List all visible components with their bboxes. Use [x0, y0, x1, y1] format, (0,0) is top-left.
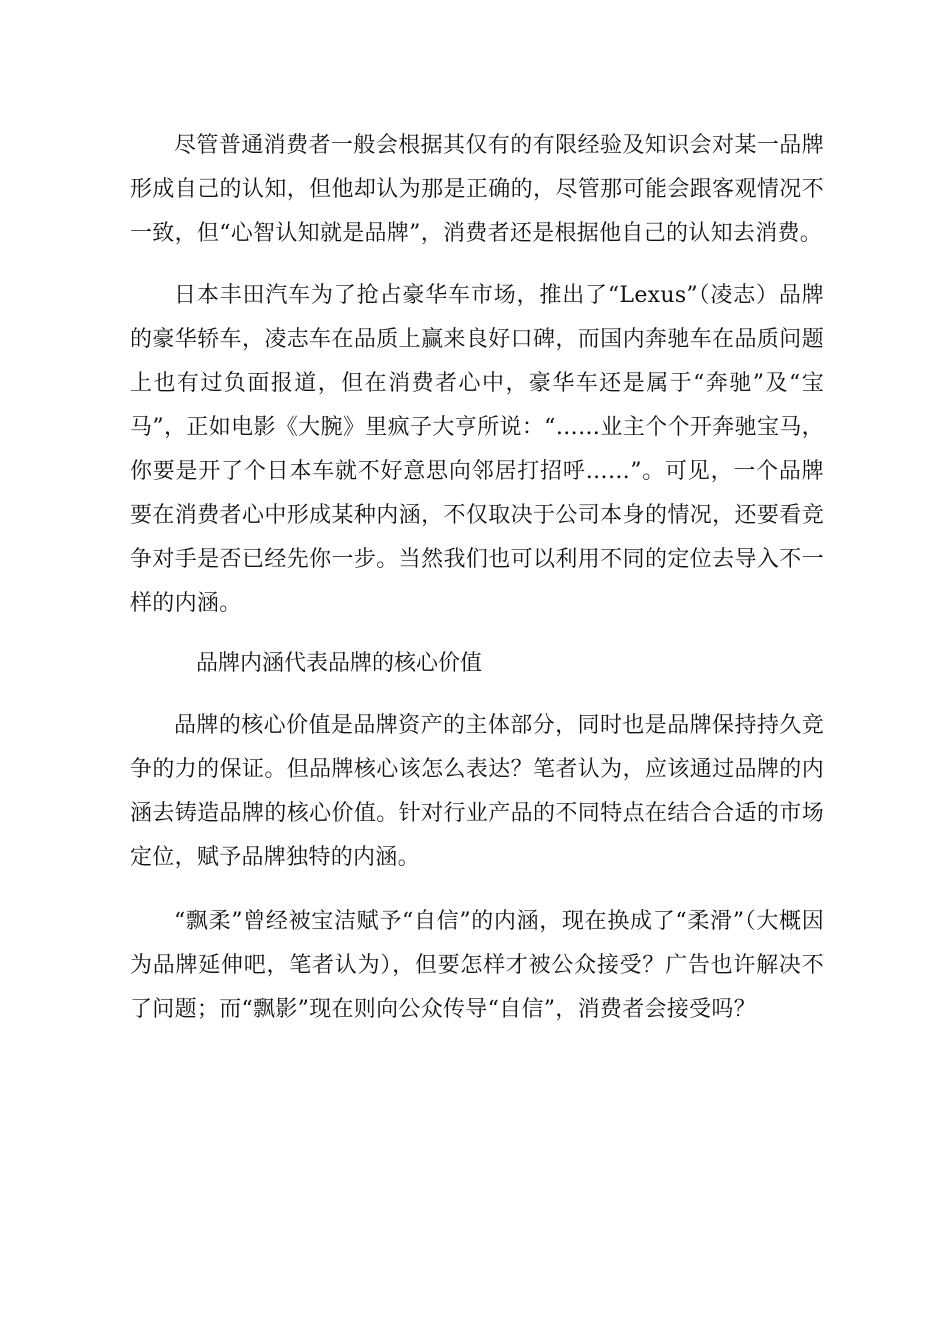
paragraph-consumer-cognition: 尽管普通消费者一般会根据其仅有的有限经验及知识会对某一品牌形成自己的认知，但他却认为那是正确的，尽管那可能会跟客观情况不一致，但“心智认知就是品牌”，消费者还是根据他自己的认知去消费。	[130, 133, 824, 246]
paragraph-lexus-example: 日本丰田汽车为了抢占豪华车市场，推出了“Lexus”（凌志）品牌的豪华轿车，凌志车在品质上赢来良好口碑，而国内奔驰车在品质问题上也有过负面报道，但在消费者心中，豪华车还是属于“奔驰”及“宝马”，正如电影《大腕》里疯子大亨所说：“……业主个个开奔驰宝马，你要是开了个日本车就不好意思向邻居打招呼……”。可见，一个品牌要在消费者心中形成某种内涵，不仅取决于公司本身的情况，还要看竞争对手是否已经先你一步。当然我们也可以利用不同的定位去导入不一样的内涵。	[130, 283, 824, 616]
paragraph-rejoice-example: “飘柔”曾经被宝洁赋予“自信”的内涵，现在换成了“柔滑”（大概因为品牌延伸吧，笔者认为），但要怎样才被公众接受？广告也许解决不了问题；而“飘影”现在则向公众传导“自信”，消费者会接受吗？	[130, 909, 824, 1022]
document-page	[130, 124, 824, 1032]
paragraph-core-value: 品牌的核心价值是品牌资产的主体部分，同时也是品牌保持持久竞争的力的保证。但品牌核心该怎么表达？笔者认为，应该通过品牌的内涵去铸造品牌的核心价值。针对行业产品的不同特点在结合合适的市场定位，赋予品牌独特的内涵。	[130, 713, 824, 870]
section-heading: 品牌内涵代表品牌的核心价值	[196, 651, 483, 676]
